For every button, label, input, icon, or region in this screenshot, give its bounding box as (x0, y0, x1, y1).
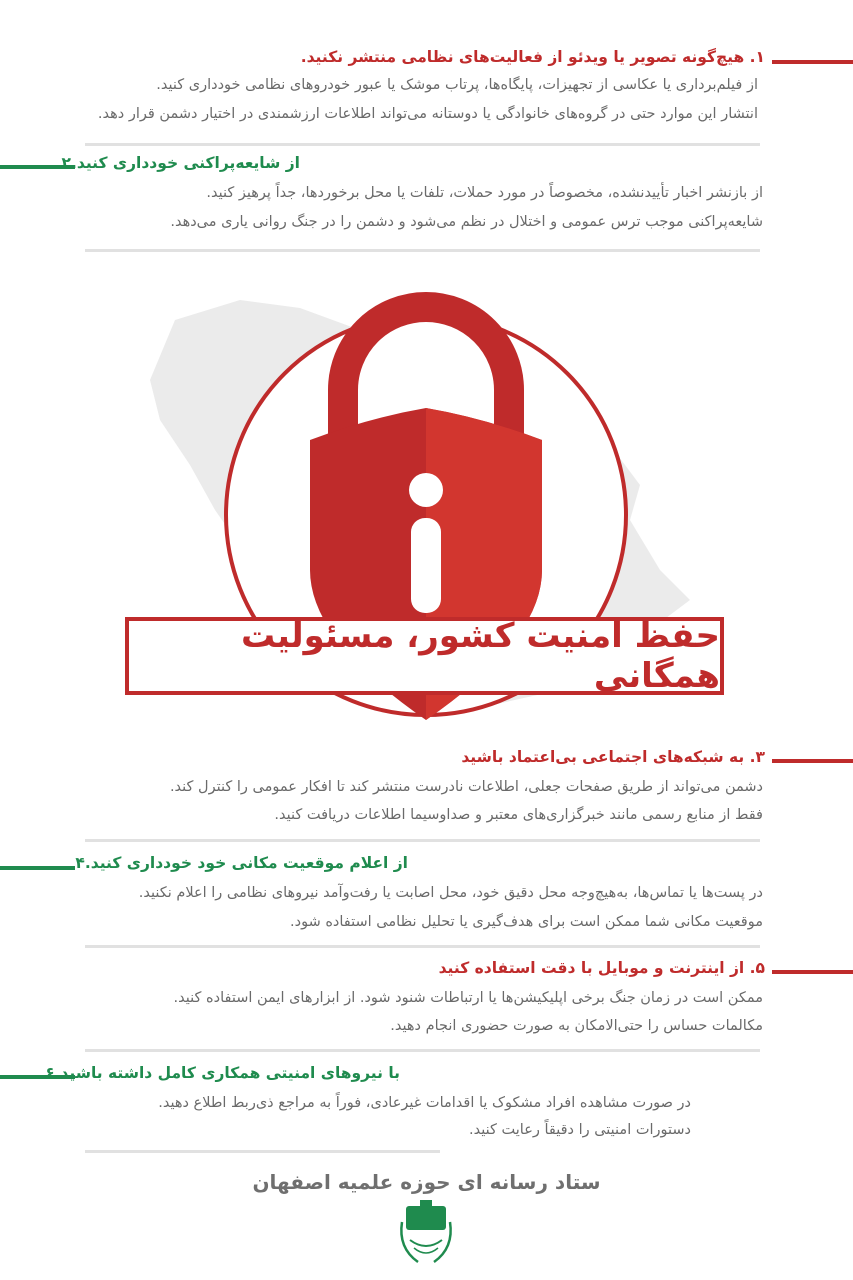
section-3-body (23, 774, 763, 834)
section-4-accent-line (0, 866, 75, 870)
section-6-divider (85, 1150, 440, 1153)
section-6-body (11, 1090, 691, 1150)
section-1-divider (85, 143, 760, 146)
section-6-title: با نیروهای امنیتی همکاری کامل داشته باشید.۶ (45, 1064, 400, 1082)
section-3-line-2: فقط از منابع رسمی مانند خبرگزاری‌های معتبر و صداوسیما اطلاعات دریافت کنید. (274, 807, 763, 823)
seminary-emblem-icon (388, 1200, 464, 1270)
section-3-accent-line (772, 759, 853, 763)
section-5-line-2: مکالمات حساس را حتی‌الامکان به صورت حضوری انجام دهید. (390, 1018, 763, 1034)
section-4-line-2: موقعیت مکانی شما ممکن است برای هدف‌گیری یا تحلیل نظامی استفاده شود. (290, 914, 763, 930)
section-2-line-2: شایعه‌پراکنی موجب ترس عمومی و اختلال در نظم می‌شود و دشمن را در جنگ روانی یاری می‌دهد. (170, 214, 763, 230)
section-5-line-1: ممکن است در زمان جنگ برخی اپلیکیشن‌ها یا ارتباطات شنود شود. از ابزارهای ایمن استفاده کنید. (173, 990, 763, 1006)
section-4-title: از اعلام موقعیت مکانی خود خودداری کنید.۴ (75, 854, 408, 872)
section-6-line-1: در صورت مشاهده افراد مشکوک یا اقدامات غیرعادی، فوراً به مراجع ذی‌ربط اطلاع دهید. (158, 1095, 691, 1111)
section-1-line-2: انتشار این موارد حتی در گروه‌های خانوادگی یا دوستانه می‌تواند اطلاعات ارزشمندی در اختیار دشمن قرار دهد. (97, 106, 758, 122)
headline-text: حفظ امنیت کشور، مسئولیت همگانی (240, 616, 720, 696)
section-3-line-1: دشمن می‌تواند از طریق صفحات جعلی، اطلاعات نادرست منتشر کند تا افکار عمومی را کنترل کند. (169, 779, 763, 795)
section-2-body (23, 180, 763, 240)
section-4-divider (85, 945, 760, 948)
section-5-title: ۵. از اینترنت و موبایل با دقت استفاده کنید (438, 959, 765, 977)
section-2-line-1: از بازنشر اخبار تأییدنشده، مخصوصاً در مورد حملات، تلفات یا محل برخوردها، جداً پرهیز کنید. (206, 185, 763, 201)
section-1-title: ۱. هیچ‌گونه تصویر یا ویدئو از فعالیت‌های نظامی منتشر نکنید. (300, 48, 765, 66)
section-6-line-2: دستورات امنیتی را دقیقاً رعایت کنید. (469, 1122, 691, 1138)
section-4-body (23, 880, 763, 940)
section-3-divider (85, 839, 760, 842)
section-5-body (23, 985, 763, 1045)
section-2-title: از شایعه‌پراکنی خودداری کنید.۲ (61, 154, 300, 172)
section-1-body (18, 72, 758, 132)
section-4-line-1: در پست‌ها یا تماس‌ها، به‌هیچ‌وجه محل دقیق خود، محل اصابت یا رفت‌وآمد نیروهای نظامی را اعلام نکنید. (138, 885, 763, 901)
section-1-line-1: از فیلم‌برداری یا عکاسی از تجهیزات، پایگاه‌ها، پرتاب موشک یا عبور خودروهای نظامی خودداری کنید. (156, 77, 758, 93)
footer-organization: ستاد رسانه ای حوزه علمیه اصفهان (252, 1170, 601, 1194)
section-5-divider (85, 1049, 760, 1052)
section-1-accent-line (772, 60, 853, 64)
section-2-divider (85, 249, 760, 252)
headline-banner (125, 617, 724, 695)
section-3-title: ۳. به شبکه‌های اجتماعی بی‌اعتماد باشید (461, 748, 765, 766)
section-5-accent-line (772, 970, 853, 974)
